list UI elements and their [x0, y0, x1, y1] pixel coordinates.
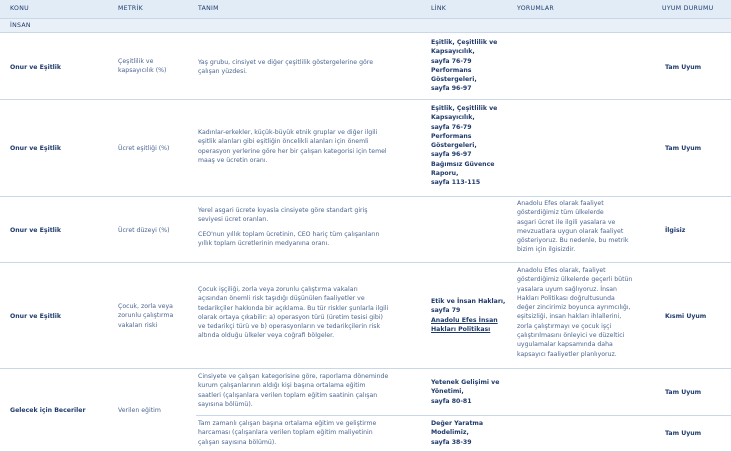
- col-yorumlar: YORUMLAR: [517, 5, 554, 12]
- row-definition: Yerel asgari ücrete kıyasla cinsiyete göre standart giriş seviyesi ücret oranları. CEO'nun yıllık toplam ücretinin, CEO hariç tüm çalışanların yıllık toplam ücretlerinin medyanına oranı.: [198, 207, 380, 247]
- row-definition: Yaş grubu, cinsiyet ve diğer çeşitlilik göstergelerine göre çalışan yüzdesi.: [198, 59, 374, 76]
- row-link[interactable]: Yetenek Gelişimi ve Yönetimi, sayfa 80-81: [431, 379, 500, 405]
- row-link[interactable]: Etik ve İnsan Hakları, sayfa 79 Anadolu Efes İnsan Hakları Politikası: [431, 298, 506, 333]
- row-topic: Onur ve Eşitlik: [10, 313, 62, 320]
- table-header: [0, 0, 731, 18]
- row-link[interactable]: Eşitlik, Çeşitlilik ve Kapsayıcılık, sayfa 76-79 Performans Göstergeleri, sayfa 96-97 Bağımsız Güvence Raporu, sayfa 113-115: [431, 105, 498, 187]
- row-definition: Kadınlar-erkekler, küçük-büyük etnik gruplar ve diğer ilgili eşitlik alanları gibi eşitliğin öncelikli alanları için önemli operasyon yerlerine göre her bir çalışan kategorisi için temel maaş ve ücretin oranı.: [198, 129, 387, 164]
- row-topic: Onur ve Eşitlik: [10, 64, 62, 71]
- row-compliance: Tam Uyum: [665, 389, 702, 396]
- row-compliance: İlgisiz: [665, 227, 686, 234]
- row-compliance: Tam Uyum: [665, 430, 702, 437]
- row-definition: Cinsiyete ve çalışan kategorisine göre, raporlama döneminde kurum çalışanlarının aldığı kişi başına ortalama eğitim saatleri (çalışanlara verilen toplam eğitim saatinin çalışan sayısına bölümü).: [198, 373, 389, 408]
- row-topic: Onur ve Eşitlik: [10, 227, 62, 234]
- row-topic: Onur ve Eşitlik: [10, 145, 62, 152]
- row-comment: Anadolu Efes olarak, faaliyet gösterdiğimiz ülkelerde geçerli bütün yasalara uyum sağlıyoruz. İnsan Hakları Politikası doğrultusunda değer zincirimiz boyunca ayrımcılığı, eşitsizliği, insan hakları ihlallerini, zorla çalıştırmayı ve çocuk işçi çalıştırılmasını önleyici ve düzeltici uygulamalar kapsamında daha kapsayıcı faaliyetler planlıyoruz.: [517, 267, 633, 358]
- table-row: [0, 32, 731, 100]
- row-metric: Çocuk, zorla veya zorunlu çalıştırma vakaları riski: [118, 303, 174, 329]
- section-title: İNSAN: [10, 22, 31, 29]
- row-divider: [196, 415, 731, 416]
- table-row: [0, 196, 731, 263]
- row-link[interactable]: Değer Yaratma Modelimiz, sayfa 38-39: [431, 420, 484, 446]
- section-heading: [0, 18, 731, 33]
- row-metric: Ücret düzeyi (%): [118, 227, 170, 234]
- col-metrik: METRİK: [118, 5, 144, 12]
- row-compliance: Tam Uyum: [665, 145, 702, 152]
- table-row: [0, 368, 731, 452]
- row-definition: Tam zamanlı çalışan başına ortalama eğitim ve geliştirme harcaması (çalışanlara verilen toplam eğitim maliyetinin çalışan sayısına bölümü).: [198, 420, 377, 446]
- row-metric: Çeşitlilik ve kapsayıcılık (%): [118, 58, 167, 75]
- row-compliance: Tam Uyum: [665, 64, 702, 71]
- row-definition: Çocuk işçiliği, zorla veya zorunlu çalıştırma vakaları açısından önemli risk taşıdığı düşünülen faaliyetler ve tedarikçiler hakkında bir açıklama. Bu tür riskler şunlarla ilgili olarak ortaya çıkabilir: a) operasyon türü (üretim tesisi gibi) ve tedarikçi türü ve b) operasyonların ve tedarikçilerin risk altında olduğu ülkeler veya coğrafi bölgeler.: [198, 286, 389, 340]
- col-konu: KONU: [10, 5, 29, 12]
- table-row: [0, 262, 731, 369]
- row-metric: Verilen eğitim: [118, 407, 161, 414]
- row-comment: Anadolu Efes olarak faaliyet gösterdiğimiz tüm ülkelerde asgari ücret ile ilgili yasalara ve mevzuatlara uygun olarak faaliyet gösteriyoruz. Bu nedenle, bu metrik bizim için ilgisizdir.: [517, 200, 629, 254]
- row-link[interactable]: Eşitlik, Çeşitlilik ve Kapsayıcılık, sayfa 76-79 Performans Göstergeleri, sayfa 96-97: [431, 39, 498, 93]
- policy-link[interactable]: Anadolu Efes İnsan: [431, 316, 498, 324]
- policy-link[interactable]: Hakları Politikası: [431, 325, 491, 333]
- table-row: [0, 99, 731, 197]
- row-metric: Ücret eşitliği (%): [118, 145, 170, 152]
- col-uyum: UYUM DURUMU: [662, 5, 714, 12]
- col-link: LİNK: [431, 5, 447, 12]
- col-tanim: TANIM: [198, 5, 219, 12]
- row-compliance: Kısmi Uyum: [665, 313, 707, 320]
- row-topic: Gelecek için Beceriler: [10, 407, 86, 414]
